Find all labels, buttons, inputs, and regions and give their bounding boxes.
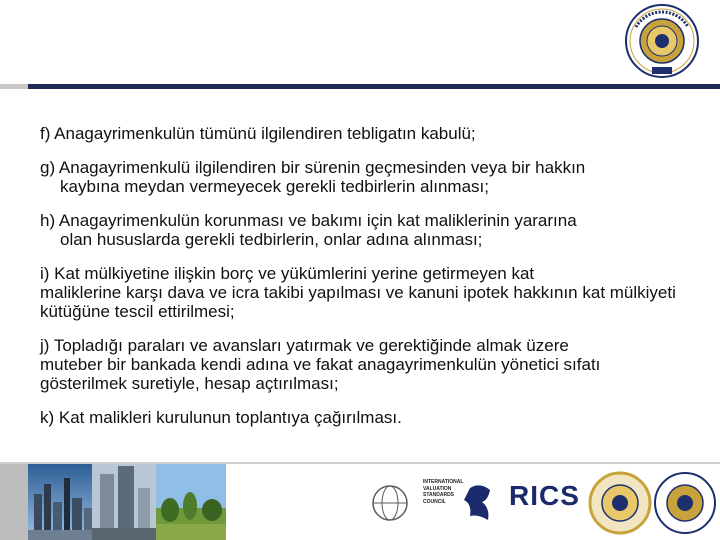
list-item-continuation: muteber bir bankada kendi adına ve fakat anagayrimenkulün yönetici sıfatı gösterilmek suretiyle, hesap açtırılması; [40, 355, 601, 393]
countryside-photo [156, 464, 226, 540]
city-skyline-photo [28, 464, 92, 540]
list-item-first-line: j) Topladığı paraları ve avansları yatırmak ve gerektiğinde almak üzere [40, 336, 569, 355]
rics-logo-text: RICS [509, 480, 580, 511]
list-item [40, 211, 690, 249]
header-rule-navy [28, 84, 720, 89]
list-item [40, 264, 690, 321]
list-item-first-line: h) Anagayrimenkulün korunması ve bakımı için kat maliklerinin yararına [40, 211, 577, 230]
list-item [40, 158, 690, 196]
university-seal-logo [622, 3, 702, 79]
list-item-first-line: g) Anagayrimenkulü ilgilendiren bir sürenin geçmesinden veya bir hakkın [40, 158, 586, 177]
list-item [40, 408, 690, 427]
ivsc-council-name: INTERNATIONAL VALUATION STANDARDS COUNCIL [423, 479, 464, 505]
skyscraper-photo [92, 464, 156, 540]
list-item-continuation: kaybına meydan vermeyecek gerekli tedbirlerin alınması; [60, 177, 489, 196]
list-item-continuation: maliklerine karşı dava ve icra takibi yapılması ve kanuni ipotek hakkının kat mülkiyeti kütüğüne tescil ettirilmesi; [40, 283, 676, 321]
list-item-first-line: k) Kat malikleri kurulunun toplantıya çağırılması. [40, 408, 402, 427]
list-item-continuation: olan hususlarda gerekli tedbirlerin, onlar adına alınması; [60, 230, 483, 249]
list-item-first-line: f) Anagayrimenkulün tümünü ilgilendiren tebligatın kabulü; [40, 124, 476, 143]
article-list [40, 124, 690, 442]
header-rule-gray [0, 84, 28, 89]
footer-left-strip [0, 464, 28, 540]
list-item [40, 124, 690, 143]
list-item [40, 336, 690, 393]
list-item-first-line: i) Kat mülkiyetine ilişkin borç ve yükümlerini yerine getirmeyen kat [40, 264, 535, 283]
